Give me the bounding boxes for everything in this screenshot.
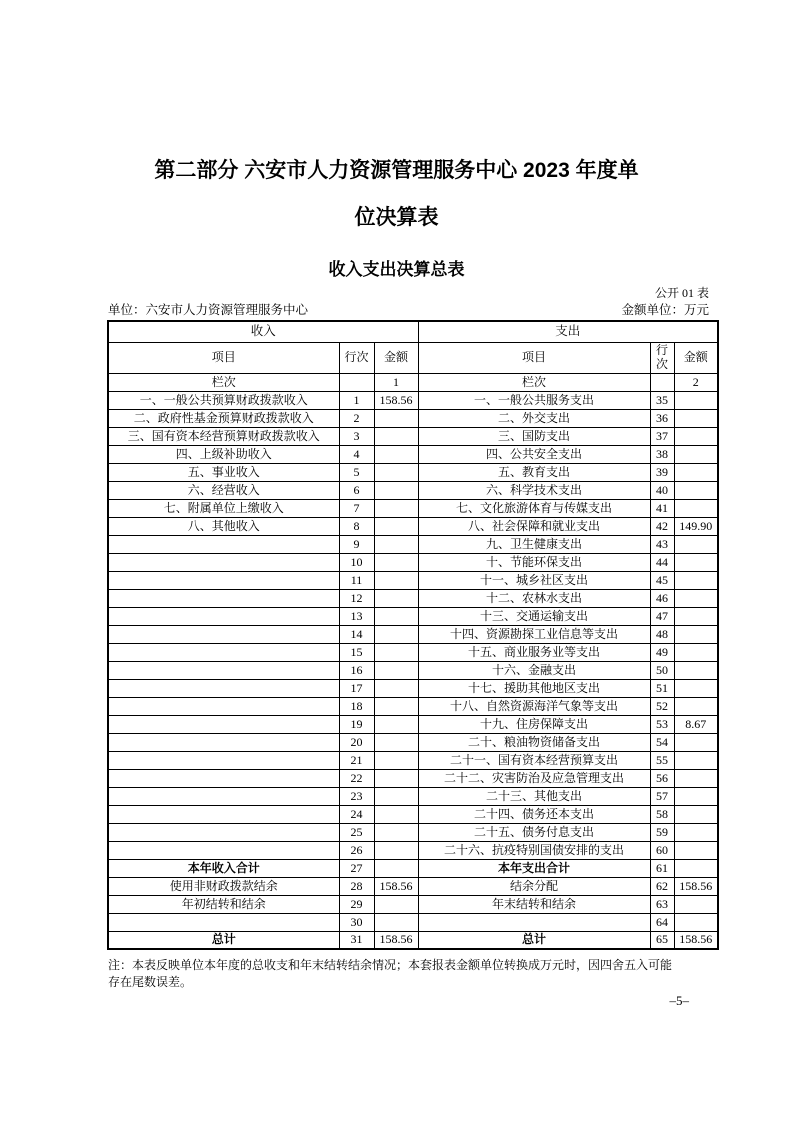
income-line-cell: 7 [339,499,374,517]
income-amount-cell [374,625,418,643]
table-row [108,751,718,769]
income-item-cell: 总计 [108,931,339,949]
expense-amount-cell [674,535,718,553]
expense-line-cell: 41 [650,499,674,517]
expense-line-column-header: 行次 [650,342,674,373]
table-row [108,463,718,481]
expense-item-cell: 十、节能环保支出 [418,553,650,571]
income-amount-cell [374,445,418,463]
income-amount-cell [374,913,418,931]
income-item-cell [108,607,339,625]
expense-item-cell: 总计 [418,931,650,949]
income-amount-cell [374,535,418,553]
footnote-line1: 注：本表反映单位本年度的总收支和年末结转结余情况；本套报表金额单位转换成万元时，因四舍五入可能 [108,958,673,972]
income-amount-cell: 158.56 [374,391,418,409]
income-item-cell: 六、经营收入 [108,481,339,499]
expense-amount-cell [674,625,718,643]
income-item-cell: 八、其他收入 [108,517,339,535]
income-item-cell [108,661,339,679]
income-amount-cell [374,463,418,481]
expense-line-cell: 51 [650,679,674,697]
form-number: 公开 01 表 [654,286,709,300]
expense-item-cell: 一、一般公共服务支出 [418,391,650,409]
income-line-column-header: 行次 [339,342,374,373]
expense-line-cell: 63 [650,895,674,913]
footnote-line2: 存在尾数误差。 [108,975,193,989]
table-row [108,517,718,535]
income-amount-cell [374,733,418,751]
income-line-cell: 26 [339,841,374,859]
table-row [108,535,718,553]
expense-line-cell: 53 [650,715,674,733]
income-line-cell: 1 [339,391,374,409]
expense-amount-cell [674,895,718,913]
expense-item-cell: 二十二、灾害防治及应急管理支出 [418,769,650,787]
expense-line-cell: 52 [650,697,674,715]
income-item-cell [108,571,339,589]
table-row [108,859,718,877]
income-amount-cell [374,679,418,697]
lanci-row [108,373,718,391]
expense-amount-cell [674,913,718,931]
income-amount-cell [374,715,418,733]
expense-amount-cell [674,499,718,517]
income-line-cell: 6 [339,481,374,499]
table-row [108,697,718,715]
expense-amount-column-header: 金额 [674,342,718,373]
expense-item-cell: 二十一、国有资本经营预算支出 [418,751,650,769]
income-item-cell [108,643,339,661]
expense-line-cell: 46 [650,589,674,607]
expense-item-cell: 六、科学技术支出 [418,481,650,499]
amount-unit-label: 金额单位：万元 [621,303,709,317]
expense-line-cell: 43 [650,535,674,553]
expense-line-cell: 40 [650,481,674,499]
expense-section-header: 支出 [418,321,718,342]
expense-item-cell: 七、文化旅游体育与传媒支出 [418,499,650,517]
income-line-cell: 5 [339,463,374,481]
table-row [108,895,718,913]
expense-item-cell: 十四、资源勘探工业信息等支出 [418,625,650,643]
table-row [108,409,718,427]
table-meta-row [108,300,709,318]
table-row [108,769,718,787]
income-line-cell: 27 [339,859,374,877]
table-row [108,679,718,697]
document-title [0,147,793,241]
expense-amount-cell [674,643,718,661]
expense-item-cell: 十九、住房保障支出 [418,715,650,733]
income-line-cell: 2 [339,409,374,427]
expense-item-cell: 三、国防支出 [418,427,650,445]
income-amount-cell [374,409,418,427]
table-body [108,391,718,949]
expense-amount-cell [674,751,718,769]
expense-item-cell: 五、教育支出 [418,463,650,481]
expense-item-cell: 二十三、其他支出 [418,787,650,805]
income-line-cell: 10 [339,553,374,571]
income-amount-cell [374,769,418,787]
income-line-cell: 24 [339,805,374,823]
table-row [108,877,718,895]
expense-lanci-label: 栏次 [418,373,650,391]
expense-line-cell: 44 [650,553,674,571]
table-row [108,391,718,409]
table-row [108,553,718,571]
table-row [108,715,718,733]
expense-line-cell: 47 [650,607,674,625]
footnote [108,957,716,991]
document-title-line1: 第二部分 六安市人力资源管理服务中心 2023 年度单 [154,159,639,182]
column-header-row [108,342,718,373]
income-amount-cell [374,589,418,607]
income-item-cell: 三、国有资本经营预算财政拨款收入 [108,427,339,445]
expense-item-cell: 十五、商业服务业等支出 [418,643,650,661]
expense-line-cell: 35 [650,391,674,409]
table-row [108,913,718,931]
income-item-cell: 年初结转和结余 [108,895,339,913]
income-item-cell [108,625,339,643]
income-item-cell: 使用非财政拨款结余 [108,877,339,895]
expense-line-cell: 61 [650,859,674,877]
income-amount-column-header: 金额 [374,342,418,373]
table-row [108,481,718,499]
expense-line-cell: 56 [650,769,674,787]
income-line-cell: 25 [339,823,374,841]
expense-amount-cell [674,841,718,859]
expense-line-cell: 55 [650,751,674,769]
income-item-cell [108,679,339,697]
table-row [108,445,718,463]
income-line-cell: 20 [339,733,374,751]
income-item-cell: 七、附属单位上缴收入 [108,499,339,517]
table-row [108,931,718,949]
table-row [108,571,718,589]
expense-line-cell: 50 [650,661,674,679]
income-amount-cell [374,607,418,625]
income-amount-cell [374,895,418,913]
income-amount-cell [374,643,418,661]
expense-line-cell: 38 [650,445,674,463]
income-line-cell: 14 [339,625,374,643]
income-amount-cell [374,661,418,679]
expense-amount-cell: 149.90 [674,517,718,535]
expense-amount-cell: 158.56 [674,931,718,949]
expense-item-cell: 二十五、债务付息支出 [418,823,650,841]
expense-amount-cell [674,787,718,805]
expense-lanci-number: 2 [674,373,718,391]
table-row [108,805,718,823]
expense-amount-cell [674,661,718,679]
expense-amount-cell [674,823,718,841]
income-item-cell [108,805,339,823]
expense-amount-cell [674,805,718,823]
expense-amount-cell [674,391,718,409]
expense-amount-cell: 158.56 [674,877,718,895]
income-item-cell [108,913,339,931]
income-line-cell: 3 [339,427,374,445]
expense-item-cell: 结余分配 [418,877,650,895]
income-line-cell: 8 [339,517,374,535]
income-line-cell: 19 [339,715,374,733]
table-row [108,427,718,445]
income-amount-cell [374,841,418,859]
expense-item-cell: 十六、金融支出 [418,661,650,679]
expense-line-cell: 65 [650,931,674,949]
expense-lanci-line-cell [650,373,674,391]
income-item-cell [108,823,339,841]
income-amount-cell [374,427,418,445]
income-item-cell [108,535,339,553]
income-line-cell: 11 [339,571,374,589]
expense-amount-cell [674,553,718,571]
table-row [108,733,718,751]
income-amount-cell [374,859,418,877]
page-number: –5– [669,993,689,1008]
expense-amount-cell [674,679,718,697]
income-line-cell: 30 [339,913,374,931]
income-line-cell: 12 [339,589,374,607]
document-title-line2: 位决算表 [354,206,439,229]
income-line-cell: 16 [339,661,374,679]
expense-line-cell: 39 [650,463,674,481]
income-item-cell [108,697,339,715]
expense-line-cell: 48 [650,625,674,643]
income-line-cell: 4 [339,445,374,463]
expense-line-cell: 42 [650,517,674,535]
expense-amount-cell [674,733,718,751]
table-row [108,499,718,517]
expense-amount-cell [674,607,718,625]
table-row [108,643,718,661]
income-amount-cell [374,787,418,805]
expense-line-cell: 62 [650,877,674,895]
income-amount-cell: 158.56 [374,931,418,949]
expense-item-cell: 八、社会保障和就业支出 [418,517,650,535]
income-item-cell [108,751,339,769]
unit-label: 单位：六安市人力资源管理服务中心 [108,303,309,317]
income-item-cell: 本年收入合计 [108,859,339,877]
expense-line-cell: 59 [650,823,674,841]
expense-amount-cell [674,769,718,787]
income-item-cell: 五、事业收入 [108,463,339,481]
income-item-cell [108,715,339,733]
expense-item-cell: 二十、粮油物资储备支出 [418,733,650,751]
section-header-row [108,321,718,342]
expense-line-cell: 54 [650,733,674,751]
income-line-cell: 13 [339,607,374,625]
income-amount-cell [374,499,418,517]
expense-line-cell: 37 [650,427,674,445]
income-line-cell: 18 [339,697,374,715]
expense-item-cell: 二十六、抗疫特别国债安排的支出 [418,841,650,859]
income-line-cell: 22 [339,769,374,787]
income-line-cell: 21 [339,751,374,769]
table-row [108,823,718,841]
expense-amount-cell [674,571,718,589]
income-item-column-header: 项目 [108,342,339,373]
expense-line-cell: 45 [650,571,674,589]
income-line-cell: 28 [339,877,374,895]
expense-amount-cell [674,409,718,427]
expense-line-cell: 57 [650,787,674,805]
expense-item-cell: 十三、交通运输支出 [418,607,650,625]
table-title: 收入支出决算总表 [328,260,465,279]
table-row [108,661,718,679]
expense-amount-cell [674,427,718,445]
expense-item-cell: 十二、农林水支出 [418,589,650,607]
income-item-cell: 二、政府性基金预算财政拨款收入 [108,409,339,427]
table-row [108,589,718,607]
income-line-cell: 17 [339,679,374,697]
expense-item-cell: 十一、城乡社区支出 [418,571,650,589]
expense-item-column-header: 项目 [418,342,650,373]
expense-item-cell: 二十四、债务还本支出 [418,805,650,823]
expense-item-cell: 年末结转和结余 [418,895,650,913]
income-lanci-line-cell [339,373,374,391]
table-row [108,607,718,625]
expense-item-cell: 二、外交支出 [418,409,650,427]
income-line-cell: 15 [339,643,374,661]
expense-item-cell: 本年支出合计 [418,859,650,877]
income-item-cell [108,769,339,787]
income-lanci-number: 1 [374,373,418,391]
expense-amount-cell [674,463,718,481]
income-line-cell: 23 [339,787,374,805]
table-row [108,787,718,805]
income-item-cell [108,733,339,751]
income-item-cell: 四、上级补助收入 [108,445,339,463]
income-line-cell: 29 [339,895,374,913]
income-amount-cell [374,571,418,589]
income-lanci-label: 栏次 [108,373,339,391]
expense-amount-cell [674,859,718,877]
income-item-cell [108,841,339,859]
income-amount-cell: 158.56 [374,877,418,895]
income-amount-cell [374,517,418,535]
expense-amount-cell [674,481,718,499]
expense-line-cell: 60 [650,841,674,859]
income-section-header: 收入 [108,321,418,342]
income-item-cell [108,589,339,607]
expense-amount-cell [674,589,718,607]
income-item-cell [108,553,339,571]
income-item-cell [108,787,339,805]
expense-line-cell: 64 [650,913,674,931]
expense-amount-cell: 8.67 [674,715,718,733]
income-amount-cell [374,553,418,571]
income-amount-cell [374,823,418,841]
income-amount-cell [374,697,418,715]
expense-amount-cell [674,445,718,463]
income-line-cell: 31 [339,931,374,949]
expense-amount-cell [674,697,718,715]
table-row [108,841,718,859]
expense-item-cell: 四、公共安全支出 [418,445,650,463]
income-expense-table [107,320,719,950]
expense-line-cell: 49 [650,643,674,661]
income-line-cell: 9 [339,535,374,553]
income-item-cell: 一、一般公共预算财政拨款收入 [108,391,339,409]
income-amount-cell [374,751,418,769]
income-amount-cell [374,805,418,823]
expense-item-cell: 十七、援助其他地区支出 [418,679,650,697]
expense-line-cell: 36 [650,409,674,427]
expense-item-cell: 十八、自然资源海洋气象等支出 [418,697,650,715]
income-amount-cell [374,481,418,499]
expense-item-cell [418,913,650,931]
expense-line-cell: 58 [650,805,674,823]
expense-item-cell: 九、卫生健康支出 [418,535,650,553]
table-row [108,625,718,643]
